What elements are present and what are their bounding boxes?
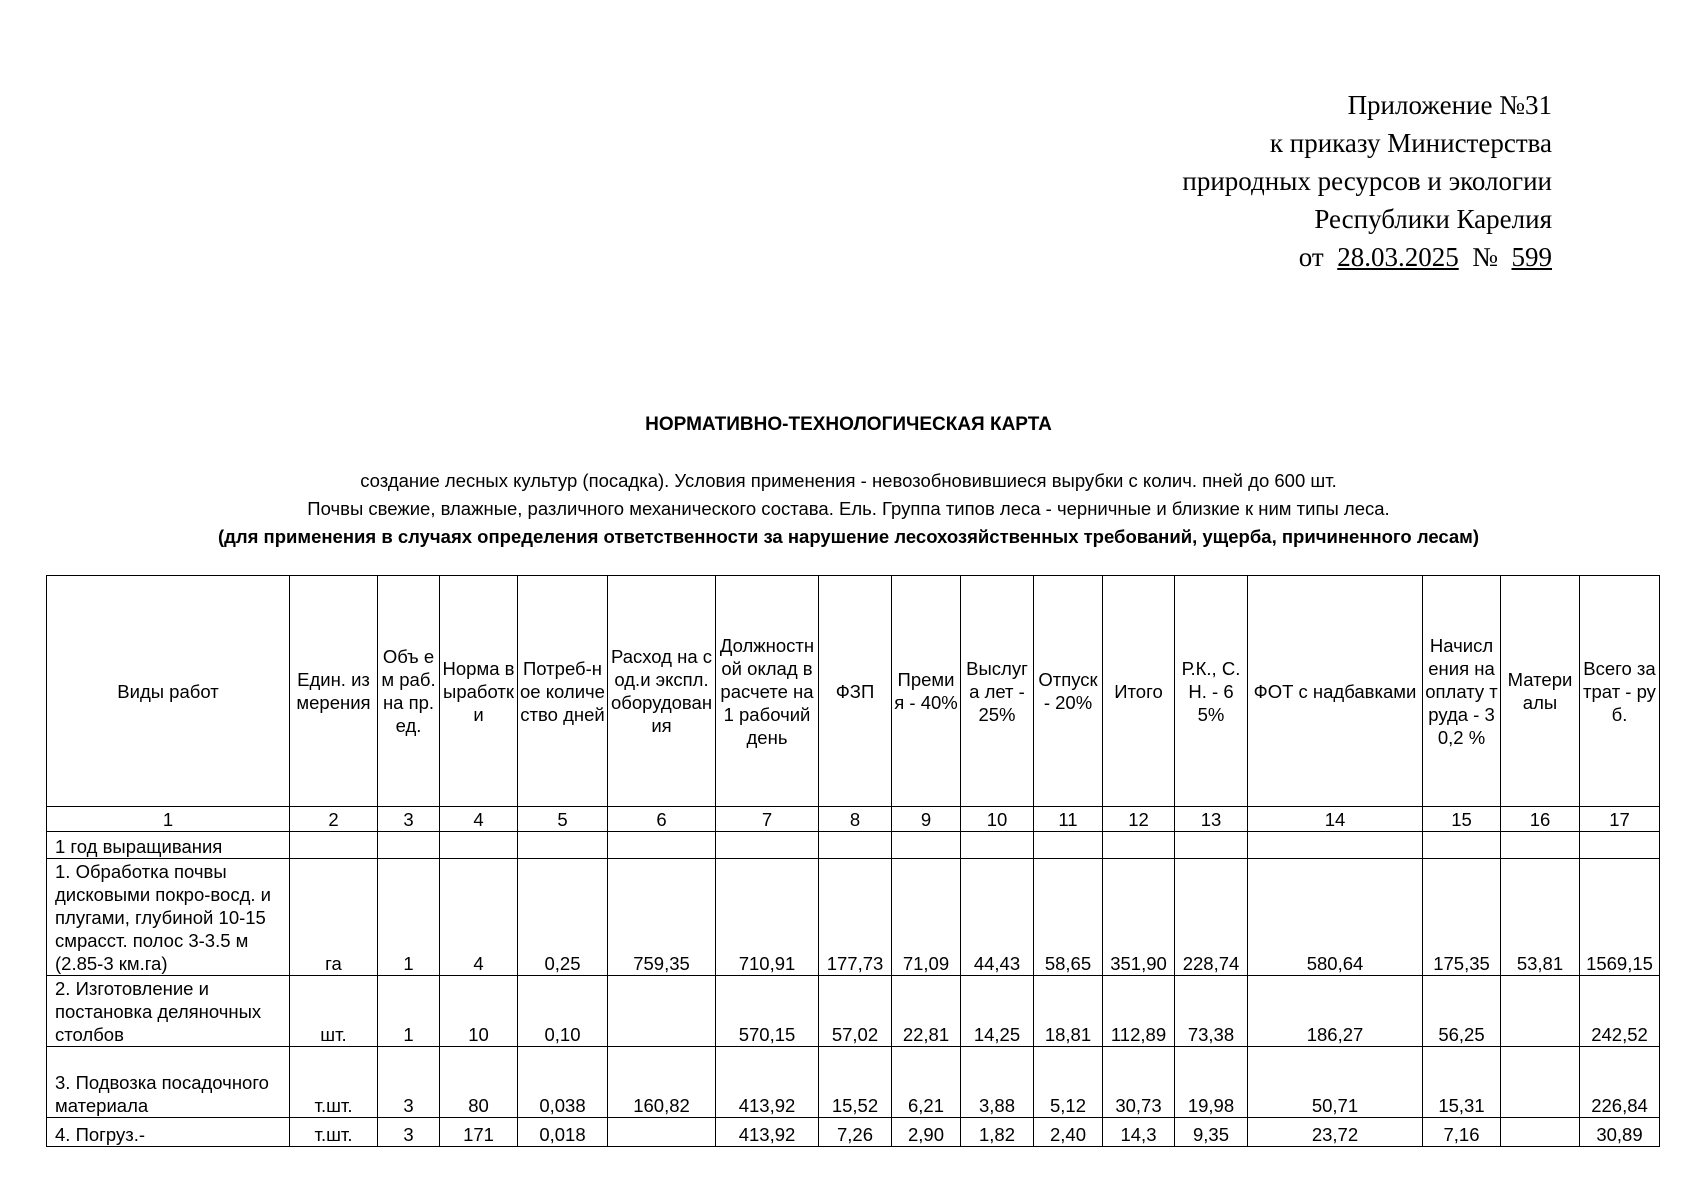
- table-cell: 19,98: [1175, 1047, 1248, 1118]
- table-cell: [1175, 832, 1248, 859]
- header-cell: Р.К., С.Н. - 65%: [1175, 576, 1248, 807]
- table-cell: [290, 832, 378, 859]
- table-cell: 177,73: [819, 859, 892, 976]
- header-cell: Отпуск - 20%: [1034, 576, 1103, 807]
- subtitle-line-3: (для применения в случаях определения ответственности за нарушение лесохозяйственных требований, ущерба, причиненного лесам): [217, 526, 1480, 547]
- table-cell: 14,3: [1103, 1118, 1175, 1147]
- table-cell: 351,90: [1103, 859, 1175, 976]
- table-cell: 18,81: [1034, 976, 1103, 1047]
- table-cell: [1248, 832, 1423, 859]
- header-cell: Потреб-ное количество дней: [518, 576, 608, 807]
- table-cell: [608, 832, 716, 859]
- table-cell: т.шт.: [290, 1047, 378, 1118]
- table-cell: 1: [378, 976, 440, 1047]
- table-cell: 7,26: [819, 1118, 892, 1147]
- table-cell: 15,31: [1423, 1047, 1501, 1118]
- table-row: [47, 976, 1660, 1047]
- table-cell: [1580, 832, 1660, 859]
- column-number: 11: [1034, 807, 1103, 832]
- table-cell: 112,89: [1103, 976, 1175, 1047]
- table-cell: 171: [440, 1118, 518, 1147]
- header-cell: Начисления на оплату труда - 30,2 %: [1423, 576, 1501, 807]
- column-number: 5: [518, 807, 608, 832]
- table-cell: 22,81: [892, 976, 961, 1047]
- table-cell: 413,92: [716, 1118, 819, 1147]
- column-number: 7: [716, 807, 819, 832]
- table-cell: 0,038: [518, 1047, 608, 1118]
- header-cell: ФОТ с надбавками: [1248, 576, 1423, 807]
- table-cell: 160,82: [608, 1047, 716, 1118]
- table-cell: 50,71: [1248, 1047, 1423, 1118]
- table-cell: 57,02: [819, 976, 892, 1047]
- header-cell: Един. измерения: [290, 576, 378, 807]
- appendix-line-1: Приложение №31: [1347, 90, 1552, 120]
- table-cell: га: [290, 859, 378, 976]
- column-number-row: [47, 807, 1660, 832]
- table-cell: [892, 832, 961, 859]
- table-cell: 30,89: [1580, 1118, 1660, 1147]
- table-cell: шт.: [290, 976, 378, 1047]
- subtitle-line-2: Почвы свежие, влажные, различного механического состава. Ель. Группа типов леса - черничные и близкие к ним типы леса.: [307, 498, 1390, 519]
- table-cell: 58,65: [1034, 859, 1103, 976]
- table-cell: 3,88: [961, 1047, 1034, 1118]
- table-cell: 10: [440, 976, 518, 1047]
- table-row: [47, 1118, 1660, 1147]
- table-cell: [608, 1118, 716, 1147]
- table-cell: [1501, 976, 1580, 1047]
- work-name: 4. Погруз.-: [47, 1118, 290, 1147]
- header-cell: Материалы: [1501, 576, 1580, 807]
- table-cell: 759,35: [608, 859, 716, 976]
- table-cell: 710,91: [716, 859, 819, 976]
- header-cell: Премия - 40%: [892, 576, 961, 807]
- table-row: [47, 1047, 1660, 1118]
- table-cell: 4: [440, 859, 518, 976]
- header-cell: Расход на сод.и экспл. оборудования: [608, 576, 716, 807]
- column-number: 17: [1580, 807, 1660, 832]
- table-cell: [961, 832, 1034, 859]
- column-number: 13: [1175, 807, 1248, 832]
- column-number: 10: [961, 807, 1034, 832]
- table-cell: [1103, 832, 1175, 859]
- normative-table: [46, 575, 1660, 1147]
- table-cell: [1501, 832, 1580, 859]
- table-cell: 53,81: [1501, 859, 1580, 976]
- table-cell: 228,74: [1175, 859, 1248, 976]
- table-cell: [1423, 832, 1501, 859]
- table-cell: [1034, 832, 1103, 859]
- table-cell: 1569,15: [1580, 859, 1660, 976]
- table-cell: 242,52: [1580, 976, 1660, 1047]
- table-cell: 73,38: [1175, 976, 1248, 1047]
- table-cell: 3: [378, 1047, 440, 1118]
- table-cell: 175,35: [1423, 859, 1501, 976]
- work-name: 2. Изготовление и постановка деляночных столбов: [47, 976, 290, 1047]
- column-number: 9: [892, 807, 961, 832]
- table-cell: 0,25: [518, 859, 608, 976]
- table-cell: 2,40: [1034, 1118, 1103, 1147]
- table-cell: 5,12: [1034, 1047, 1103, 1118]
- table-cell: 6,21: [892, 1047, 961, 1118]
- appendix-number: 599: [1511, 242, 1552, 272]
- table-cell: [518, 832, 608, 859]
- header-cell: ФЗП: [819, 576, 892, 807]
- column-number: 6: [608, 807, 716, 832]
- column-number: 16: [1501, 807, 1580, 832]
- appendix-line-3: природных ресурсов и экологии: [1182, 166, 1552, 196]
- table-cell: 2,90: [892, 1118, 961, 1147]
- table-cell: [608, 976, 716, 1047]
- header-row: [47, 576, 1660, 807]
- column-number: 4: [440, 807, 518, 832]
- work-name: 3. Подвозка посадочного материала: [47, 1047, 290, 1118]
- header-cell: Объ ем раб. на пр.ед.: [378, 576, 440, 807]
- table-cell: 30,73: [1103, 1047, 1175, 1118]
- header-cell: Итого: [1103, 576, 1175, 807]
- appendix-line-4: Республики Карелия: [1314, 204, 1552, 234]
- table-cell: 15,52: [819, 1047, 892, 1118]
- table-cell: 0,10: [518, 976, 608, 1047]
- appendix-date: 28.03.2025: [1337, 242, 1459, 272]
- appendix-prefix: от: [1298, 242, 1324, 272]
- column-number: 14: [1248, 807, 1423, 832]
- table-cell: 0,018: [518, 1118, 608, 1147]
- table-cell: т.шт.: [290, 1118, 378, 1147]
- table-cell: 56,25: [1423, 976, 1501, 1047]
- section-title: 1 год выращивания: [47, 832, 290, 859]
- appendix-line-2: к приказу Министерства: [1269, 128, 1552, 158]
- table-cell: 9,35: [1175, 1118, 1248, 1147]
- table-cell: [378, 832, 440, 859]
- work-name: 1. Обработка почвы дисковыми покро-восд. и плугами, глубиной 10-15 смрасст. полос 3-3.5 м (2.85-3 км.га): [47, 859, 290, 976]
- column-number: 1: [47, 807, 290, 832]
- header-cell: Норма выработки: [440, 576, 518, 807]
- table-cell: 3: [378, 1118, 440, 1147]
- table-cell: 570,15: [716, 976, 819, 1047]
- table-cell: 413,92: [716, 1047, 819, 1118]
- table-row: [47, 859, 1660, 976]
- column-number: 15: [1423, 807, 1501, 832]
- document-title: НОРМАТИВНО-ТЕХНОЛОГИЧЕСКАЯ КАРТА: [645, 414, 1052, 435]
- table-cell: 23,72: [1248, 1118, 1423, 1147]
- appendix-block: [1182, 86, 1552, 276]
- table-cell: 71,09: [892, 859, 961, 976]
- table-cell: [1501, 1047, 1580, 1118]
- column-number: 3: [378, 807, 440, 832]
- appendix-no-label: №: [1472, 242, 1498, 272]
- table-cell: [716, 832, 819, 859]
- table-cell: [440, 832, 518, 859]
- column-number: 8: [819, 807, 892, 832]
- section-row: [47, 832, 1660, 859]
- header-cell: Всего затрат - руб.: [1580, 576, 1660, 807]
- subtitle-line-1: создание лесных культур (посадка). Условия применения - невозобновившиеся вырубки с колич. пней до 600 шт.: [360, 470, 1337, 491]
- table-cell: 226,84: [1580, 1047, 1660, 1118]
- appendix-date-line: [1182, 238, 1552, 276]
- table-cell: 1,82: [961, 1118, 1034, 1147]
- column-number: 12: [1103, 807, 1175, 832]
- table-cell: 44,43: [961, 859, 1034, 976]
- header-cell: Должностной оклад в расчете на 1 рабочий день: [716, 576, 819, 807]
- header-cell: Виды работ: [47, 576, 290, 807]
- header-cell: Выслуга лет - 25%: [961, 576, 1034, 807]
- column-number: 2: [290, 807, 378, 832]
- table-cell: 186,27: [1248, 976, 1423, 1047]
- table-cell: [1501, 1118, 1580, 1147]
- table-cell: [819, 832, 892, 859]
- table-cell: 580,64: [1248, 859, 1423, 976]
- table-cell: 80: [440, 1047, 518, 1118]
- table-cell: 1: [378, 859, 440, 976]
- table-cell: 14,25: [961, 976, 1034, 1047]
- table-cell: 7,16: [1423, 1118, 1501, 1147]
